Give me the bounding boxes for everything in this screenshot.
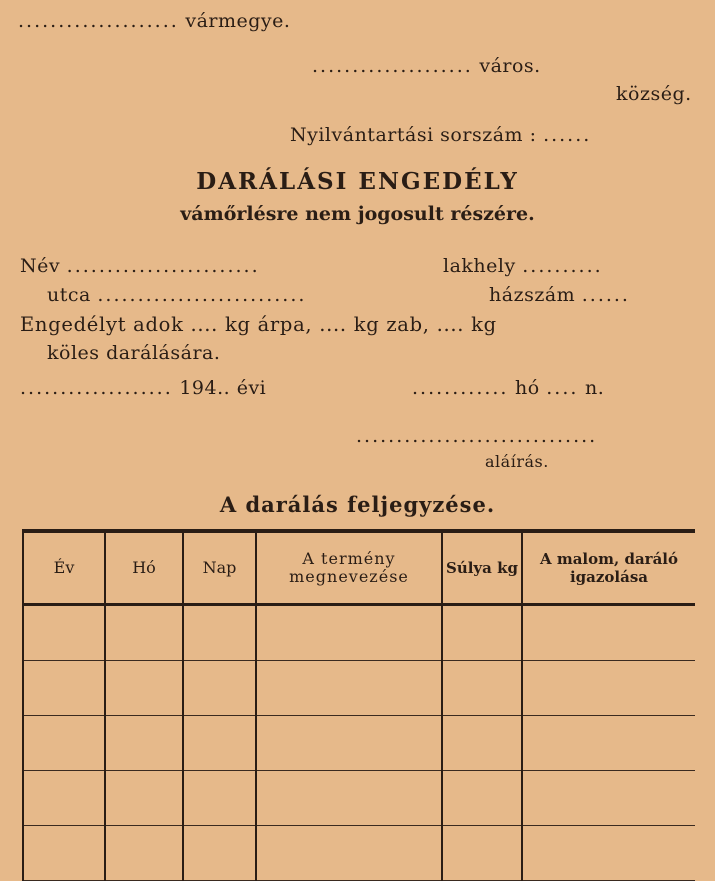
table-row xyxy=(23,605,695,661)
permit-line: Engedélyt adok .... kg árpa, .... kg zab, .... kg xyxy=(20,313,497,336)
residence-dots[interactable]: .......... xyxy=(522,255,603,277)
month-text: hó xyxy=(515,377,540,399)
col-header-weight: Súlya kg xyxy=(442,531,522,605)
permit-line-2: köles darálására. xyxy=(47,342,221,364)
county-label: vármegye. xyxy=(185,10,291,32)
signature-dots[interactable] xyxy=(356,425,597,447)
village-label: község. xyxy=(616,83,692,105)
house-line xyxy=(489,284,630,306)
cell[interactable] xyxy=(442,661,522,716)
cell[interactable] xyxy=(522,605,695,661)
cell[interactable] xyxy=(105,661,183,716)
house-dots[interactable]: ...... xyxy=(581,284,630,306)
col-header-mill: A malom, daráló igazolása xyxy=(522,531,695,605)
name-label: Név xyxy=(20,255,61,277)
cell[interactable] xyxy=(105,826,183,881)
grinding-record-table xyxy=(22,529,695,881)
house-label: házszám xyxy=(489,284,576,306)
cell[interactable] xyxy=(23,826,105,881)
col-header-day: Nap xyxy=(183,531,256,605)
cell[interactable] xyxy=(183,826,256,881)
street-label: utca xyxy=(47,284,91,306)
residence-label: lakhely xyxy=(443,255,516,277)
cell[interactable] xyxy=(442,771,522,826)
date-line-left xyxy=(20,377,266,399)
cell[interactable] xyxy=(522,771,695,826)
cell[interactable] xyxy=(23,716,105,771)
county-line xyxy=(18,10,290,32)
cell[interactable] xyxy=(256,771,442,826)
registry-line xyxy=(290,124,591,146)
name-dots[interactable]: ........................ xyxy=(66,255,260,277)
name-line xyxy=(20,255,260,277)
col-header-month: Hó xyxy=(105,531,183,605)
date-place-dots[interactable]: ................... xyxy=(20,377,173,399)
table-row xyxy=(23,661,695,716)
street-line xyxy=(47,284,306,306)
cell[interactable] xyxy=(183,771,256,826)
cell[interactable] xyxy=(442,605,522,661)
cell[interactable] xyxy=(256,605,442,661)
registry-dots[interactable]: ...... xyxy=(543,124,592,146)
residence-line xyxy=(443,255,603,277)
cell[interactable] xyxy=(23,605,105,661)
cell[interactable] xyxy=(183,661,256,716)
cell[interactable] xyxy=(256,826,442,881)
city-line xyxy=(312,55,541,77)
table-title: A darálás feljegyzése. xyxy=(219,492,496,517)
cell[interactable] xyxy=(442,716,522,771)
table-row xyxy=(23,716,695,771)
cell[interactable] xyxy=(105,605,183,661)
month-dots[interactable]: ............ xyxy=(412,377,509,399)
county-dots[interactable]: .................... xyxy=(18,10,179,32)
cell[interactable] xyxy=(105,716,183,771)
table-row xyxy=(23,771,695,826)
permit-title: DARÁLÁSI ENGEDÉLY xyxy=(196,168,519,195)
city-dots[interactable]: .................... xyxy=(312,55,473,77)
year-text: 194.. évi xyxy=(179,377,267,399)
cell[interactable] xyxy=(183,605,256,661)
table-row xyxy=(23,826,695,881)
day-suffix: n. xyxy=(584,377,605,399)
table-header-row xyxy=(23,531,695,605)
signature-dotted-line[interactable]: .............................. xyxy=(356,425,598,447)
cell[interactable] xyxy=(522,826,695,881)
cell[interactable] xyxy=(522,716,695,771)
city-label: város. xyxy=(479,55,541,77)
permit-subtitle: vámőrlésre nem jogosult részére. xyxy=(180,203,535,225)
cell[interactable] xyxy=(183,716,256,771)
cell[interactable] xyxy=(256,716,442,771)
cell[interactable] xyxy=(105,771,183,826)
signature-label: aláírás. xyxy=(485,452,549,471)
cell[interactable] xyxy=(23,771,105,826)
cell[interactable] xyxy=(442,826,522,881)
cell[interactable] xyxy=(23,661,105,716)
col-header-crop: A termény megnevezése xyxy=(256,531,442,605)
cell[interactable] xyxy=(256,661,442,716)
cell[interactable] xyxy=(522,661,695,716)
col-header-year: Év xyxy=(23,531,105,605)
day-dots[interactable]: .... xyxy=(546,377,579,399)
street-dots[interactable]: .......................... xyxy=(97,284,307,306)
registry-label: Nyilvántartási sorszám : xyxy=(290,124,537,146)
date-line-right xyxy=(412,377,604,399)
